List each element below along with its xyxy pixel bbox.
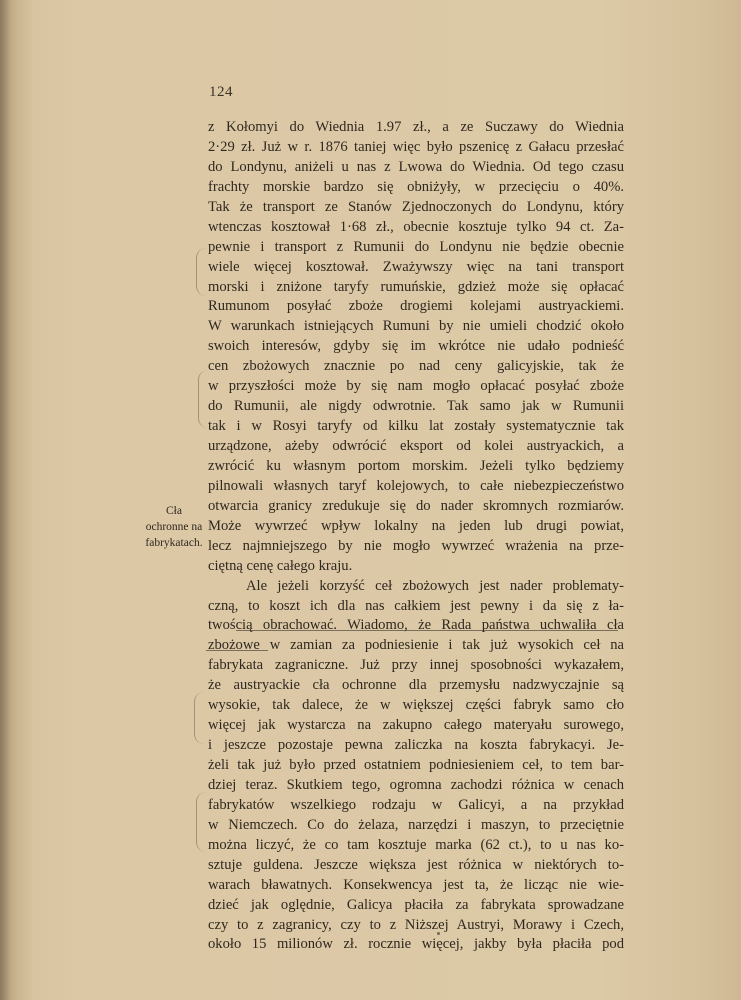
- margin-note: [134, 503, 214, 551]
- text-line: tak i w Rosyi taryfy od kilku lat zostały systematycznie tak: [208, 418, 624, 435]
- text-line: wiele więcej kosztował. Zważywszy więc na tani transport: [208, 258, 624, 275]
- text-line: W warunkach istniejących Rumuni by nie umieli chodzić około: [208, 318, 624, 335]
- text-line: w Niemczech. Co do żelaza, narzędzi i maszyn, to przeciętnie: [208, 816, 624, 833]
- text-line: warach bławatnych. Konsekwencya jest ta, że licząc nie wie-: [208, 876, 624, 893]
- page-number: 124: [209, 84, 233, 100]
- text-line: cen zbożowych znacznie po nad ceny galicyjskie, tak że: [208, 358, 624, 375]
- text-line: więcej jak wystarcza na zakupno całego materyału surowego,: [208, 717, 624, 734]
- text-line: fabrykata zagraniczne. Już przy innej sposobności wykazałem,: [208, 657, 624, 674]
- text-line: pilnowali własnych taryf kolejowych, to całe niebezpieczeństwo: [208, 477, 624, 494]
- text-line: wysokie, tak dalece, że w większej części fabryk samo cło: [208, 697, 624, 714]
- text-line: żeli tak już było przed ostatniem podniesieniem ceł, to tem bar-: [208, 757, 624, 773]
- text-line: około 15 milionów zł. rocznie więcej, jakby była płaciła pod: [208, 936, 624, 953]
- text-line: zbożowe w zamian za podniesienie i tak już wysokich ceł na: [208, 637, 624, 654]
- text-line: i jeszcze pozostaje pewna zaliczka na koszta fabrykacyi. Je-: [208, 737, 624, 754]
- paragraph-start-line: Ale jeżeli korzyść ceł zbożowych jest nader problematy-: [246, 577, 624, 594]
- text-line: 2·29 zł. Już w r. 1876 taniej więc było pszenicę z Gałacu przesłać: [208, 138, 624, 155]
- text-line: lecz najmniejszego by nie mogło wywrzeć wrażenia na prze-: [208, 537, 624, 554]
- text-line: zwrócić ku własnym portom morskim. Jeżeli tylko będziemy: [208, 457, 624, 474]
- text-line: frachty morskie bardzo się obniżyły, w przecięciu o 40%.: [208, 178, 624, 195]
- text-line: fabrykatów wszelkiego rodzaju w Galicyi, a na przykład: [208, 796, 624, 813]
- margin-note-line: Cła: [166, 505, 182, 517]
- text-line: do Londynu, aniżeli u nas z Lwowa do Wiednia. Od tego czasu: [208, 158, 624, 175]
- text-line: swoich interesów, gdyby się im wkrótce nie udało podnieść: [208, 338, 624, 355]
- text-line: w przyszłości może by się nam mogło opłacać posyłać zboże: [208, 378, 624, 395]
- text-line: z Kołomyi do Wiednia 1.97 zł., a ze Suczawy do Wiednia: [208, 119, 624, 135]
- text-line: morski i zniżone taryfy rumuńskie, gdzież może się opłacać: [208, 278, 624, 295]
- text-line: otwarcia granicy zredukuje się do nader skromnych rozmiarów.: [208, 497, 624, 514]
- text-line: ciętną cenę całego kraju.: [208, 557, 353, 574]
- text-line: że austryackie cła ochronne dla przemysłu nadzwyczajnie są: [208, 677, 624, 694]
- text-line: czną, to koszt ich dla nas całkiem jest pewny i da się z ła-: [208, 597, 624, 614]
- text-line: Tak że transport ze Stanów Zjednoczonych do Londynu, który: [208, 198, 624, 215]
- text-line: Rumunom posyłać zboże drogiemi kolejami austryackiemi.: [208, 298, 624, 315]
- text-line: dzieć jak oględnie, Galicya płaciła za fabrykata sprowadzane: [208, 896, 624, 913]
- text-line: sztuje guldena. Jeszcze większa jest różnica w niektórych to-: [208, 856, 624, 873]
- text-line: twością obrachować. Wiadomo, że Rada państwa uchwaliła cła: [208, 617, 624, 634]
- pencil-bracket-mark: [194, 692, 209, 744]
- body-text: [208, 118, 624, 955]
- margin-note-line: fabrykatach.: [145, 537, 203, 549]
- text-line: pewnie i transport z Rumunii do Londynu nie będzie obecnie: [208, 238, 624, 255]
- text-line: można liczyć, że co tam kosztuje marka (62 ct.), to u nas ko-: [208, 836, 624, 853]
- text-line: urządzone, ażeby odwrócić eksport od kolei austryackich, a: [208, 438, 624, 454]
- text-line: Może wywrzeć wpływ lokalny na jeden lub drugi powiat,: [208, 517, 624, 534]
- text-line: czy to z zagranicy, czy to z Niższej Austryi, Morawy i Czech,: [208, 916, 624, 933]
- text-line: dziej teraz. Skutkiem tego, ogromna zachodzi różnica w cenach: [208, 776, 624, 793]
- book-spine-shadow: [0, 0, 18, 1000]
- text-line: wtenczas kosztował 1·68 zł., obecnie kosztuje tylko 94 ct. Za-: [208, 218, 624, 235]
- text-line: do Rumunii, ale nigdy odwrotnie. Tak samo jak w Rumunii: [208, 398, 624, 415]
- margin-note-line: ochronne na: [145, 521, 203, 533]
